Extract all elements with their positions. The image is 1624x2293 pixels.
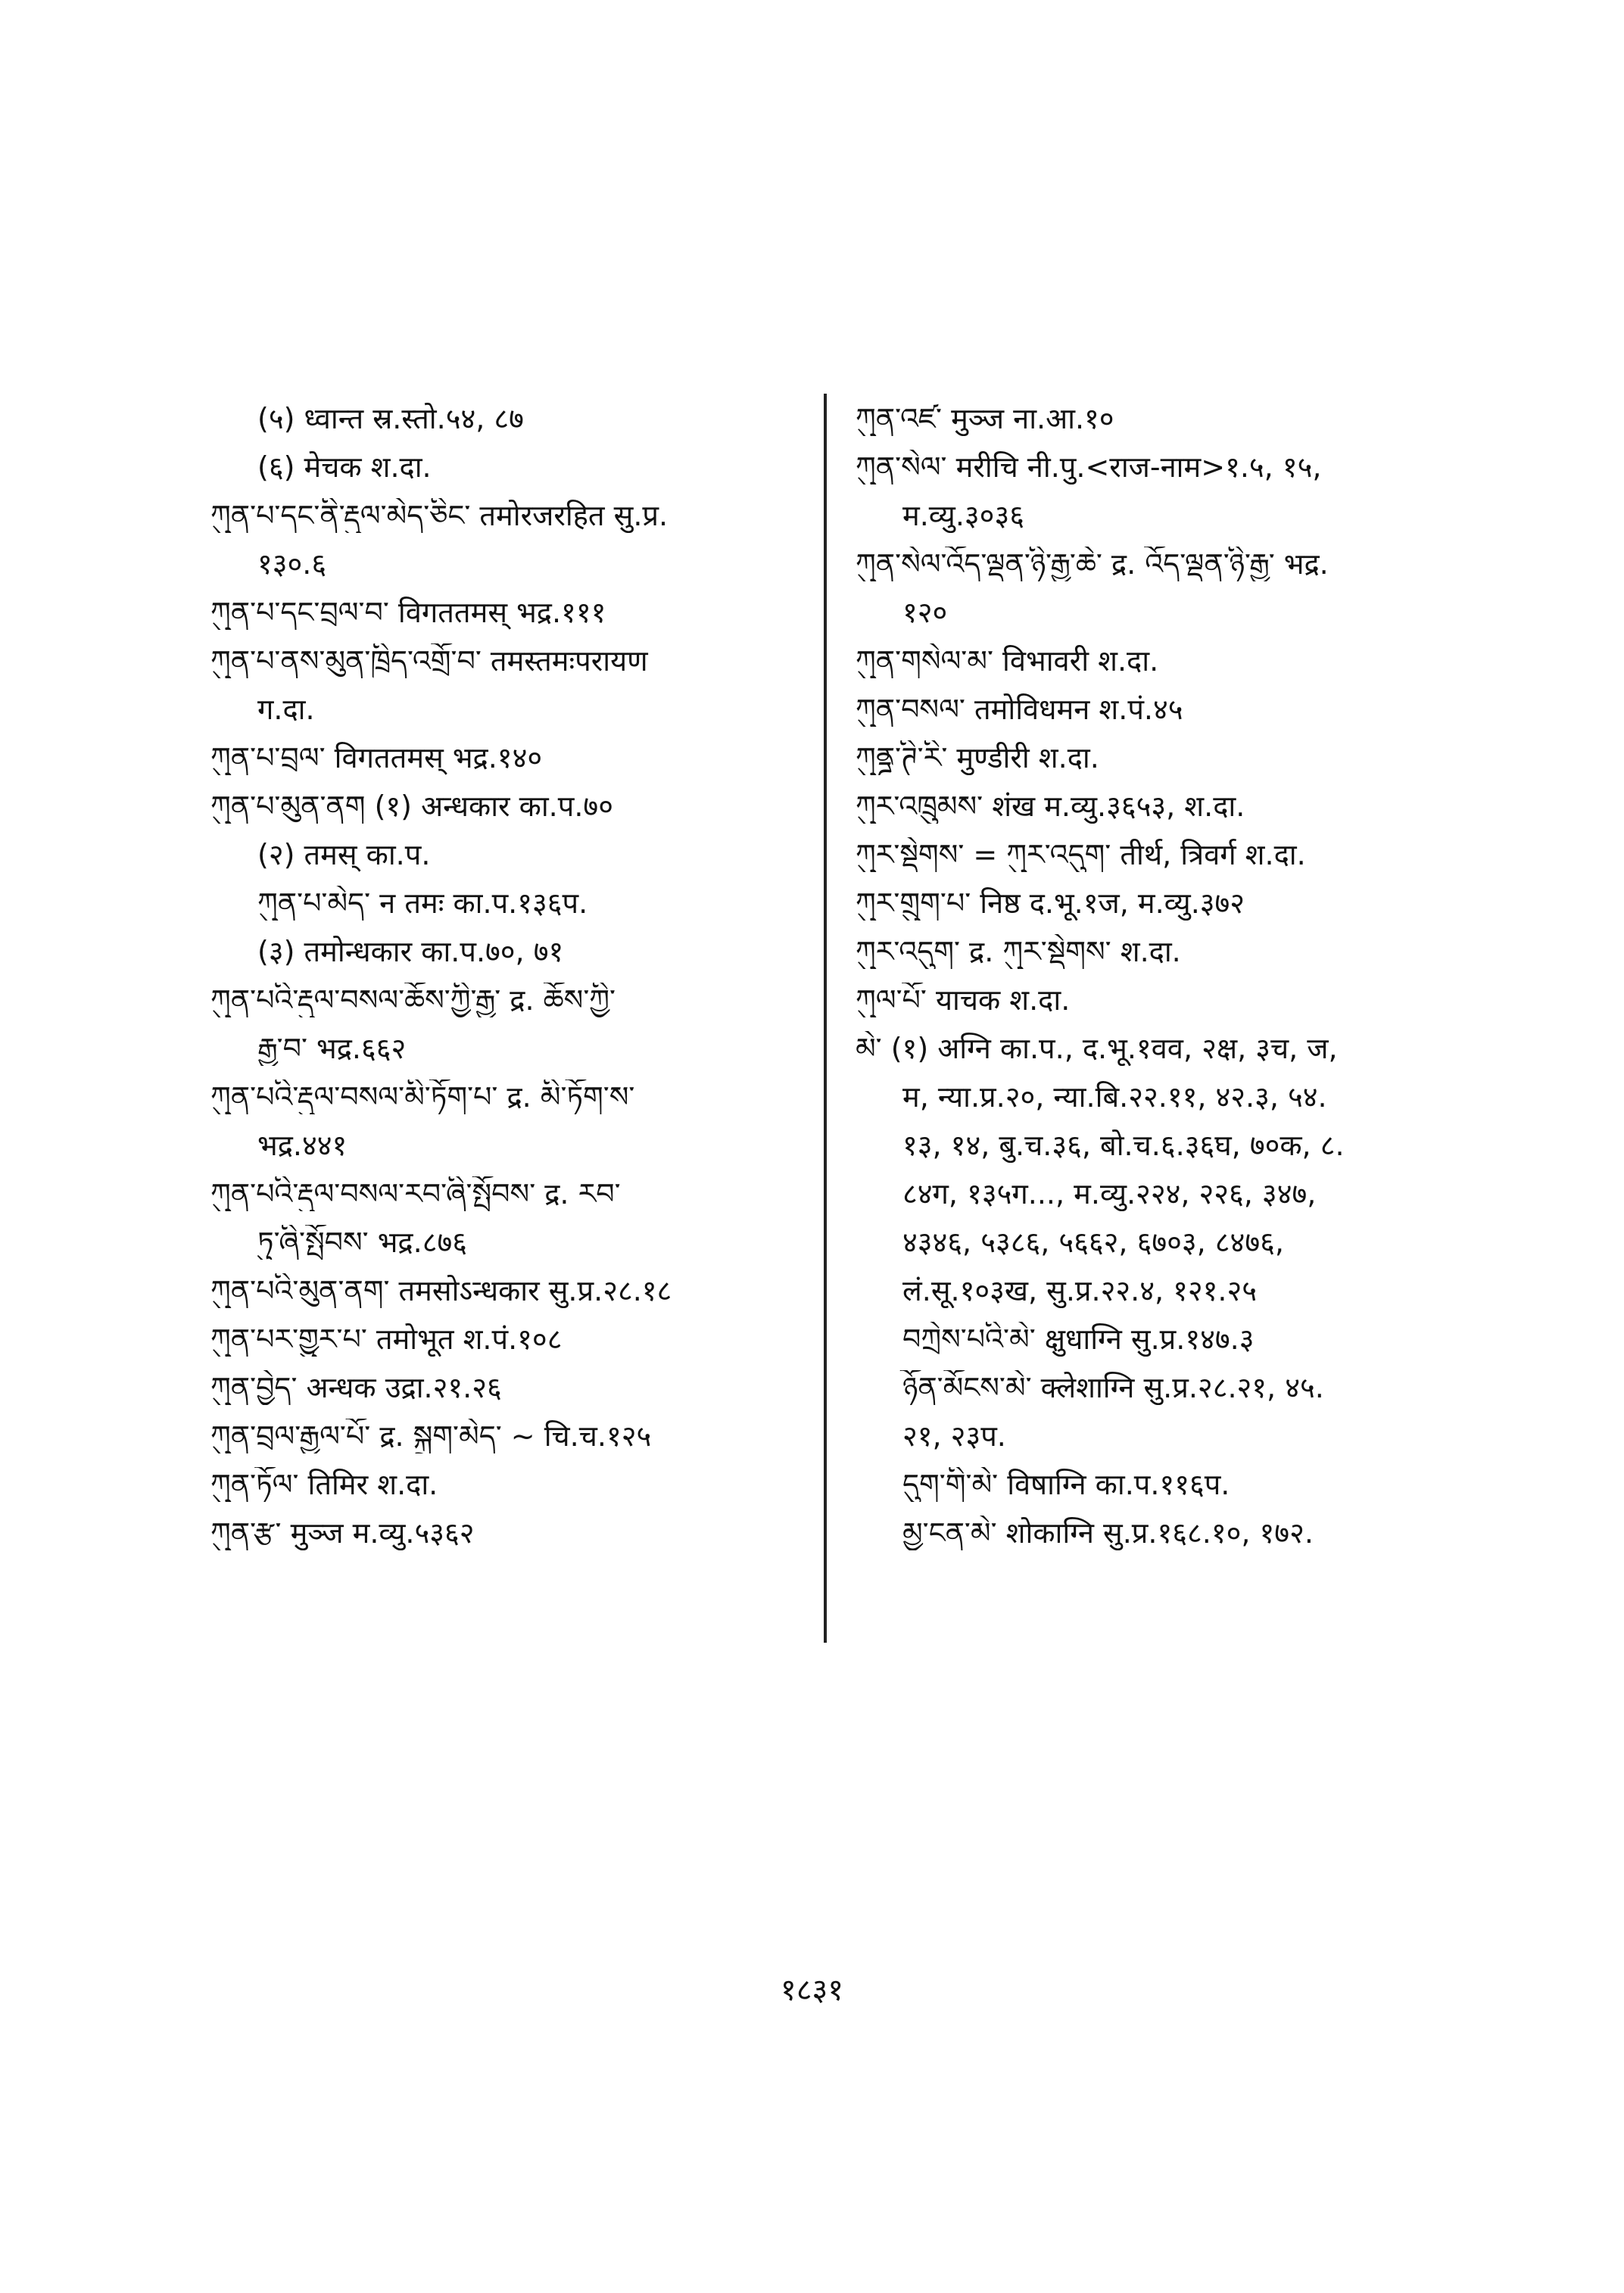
entry-line: ཀུན་པ་དང་ནི་རྡུལ་མེད་ཅིང་ तमोरजरहित सु.प्र. [210, 499, 669, 532]
entry-line: म, न्या.प्र.२०, न्या.बि.२२.११, ४२.३, ५४. [902, 1080, 1327, 1114]
entry-line: ཀུན་པའི་མུན་ནག་ तमसोऽन्धकार सु.प्र.२८.१८ [210, 1274, 672, 1307]
entry-line: ཀུར་གྲུག་པ་ निष्ठ द.भू.१ज, म.व्यु.३७२ [856, 886, 1245, 920]
entry-line: (५) ध्वान्त स्र.स्तो.५४, ८७ [257, 402, 524, 435]
page-number: १८३१ [780, 1973, 844, 2008]
entry-line: ཀུན་སེལ་ मरीचि नी.पु.<राज-नाम>१.५, १५, [856, 450, 1322, 484]
entry-line: ཀུར་སྡེགས་ = ཀུར་འདུག་ तीर्थ, त्रिवर्ग श.दा. [856, 838, 1306, 871]
entry-line: (३) तमोन्धकार का.प.७०, ७१ [257, 935, 564, 968]
entry-line: (६) मेचक श.दा. [257, 450, 432, 484]
entry-line: १३०.६ [257, 547, 327, 581]
entry-line: (२) तमस् का.प. [257, 838, 431, 871]
entry-line: ཀུར་འདུག་ द्र. ཀུར་སྡེགས་ श.दा. [856, 935, 1181, 968]
entry-line: རྒྱ་བ་ भद्र.६६२ [257, 1032, 407, 1065]
entry-line: ཀུན་པ་བྲལ་ विगततमस् भद्र.१४० [210, 741, 543, 774]
entry-line: བཀྲེས་པའི་མེ་ क्षुधाग्नि सु.प्र.१४७.३ [902, 1323, 1255, 1356]
entry-line: ཀུན་པ་མུན་ནག (१) अन्धकार का.प.७० [210, 790, 613, 823]
entry-line: लं.सू.१०३ख, सु.प्र.२२.४, १२१.२५ [902, 1274, 1257, 1307]
entry-line: ཀུན་པ་མེད་ न तमः का.प.१३६प. [257, 886, 588, 920]
entry-line: ཀུན་པ་དང་བྲལ་བ་ विगततमस् भद्र.१११ [210, 596, 606, 629]
entry-line: ८४ग, १३५ग..., म.व्यु.२२४, २२६, ३४७, [902, 1177, 1317, 1210]
entry-line: ཀུནྜ་ཊི་རི་ मुण्डीरी श.दा. [856, 741, 1099, 774]
entry-line: ཀུན་པའི་རྡུལ་བསལ་རབ་ཞི་སྤོབས་ द्र. རབ་ [210, 1177, 621, 1210]
left-column [210, 401, 809, 1564]
entry-line: ཀུན་ཏོལ་ तिमिर श.दा. [210, 1468, 438, 1501]
entry-line: ४३४६, ५३८६, ५६६२, ६७०३, ८४७६, [902, 1226, 1284, 1259]
entry-line: ཀུལ་པོ་ याचक श.दा. [856, 983, 1071, 1017]
entry-line: ཀུན་གསེལ་མ་ विभावरी श.दा. [856, 644, 1159, 678]
entry-line: ཀུན་པ་ནས་མུན་ཁྲིད་འགྲོ་བ་ तमस्तमःपरायण [210, 644, 648, 678]
entry-line: म.व्यु.३०३६ [902, 499, 1024, 532]
entry-line: ཏུ་ཞི་སྤོབས་ भद्र.८७६ [257, 1226, 467, 1259]
entry-line: ཀུན་པའི་རྡུལ་བསལ་མི་ཏོག་པ་ द्र. མི་ཏོག་ས་ [210, 1080, 635, 1114]
entry-line: ཀུན་འཛ་ मुञ्ज ना.आ.१० [856, 402, 1114, 435]
right-column [856, 401, 1454, 1564]
entry-line: १२० [902, 596, 948, 629]
entry-line: ཀུན་པའི་རྡུལ་བསལ་ཆོས་ཀྱི་རྒྱ་ द्र. ཆོས་ཀྱི་ [210, 983, 616, 1017]
entry-line: ग.दा. [257, 693, 315, 726]
entry-line: ཀུར་འཁྲུམས་ शंख म.व्यु.३६५३, श.दा. [856, 790, 1245, 823]
entry-line: ཀུན་སེལ་འོད་ལྡན་ཉི་རྒྱ་ཆེ་ द्र. འོད་ལྡན་ཉི་རྒྱ་ भद्र. [856, 547, 1329, 581]
entry-line: ཀུན་བྲལ་རྒྱལ་པོ་ द्र. སྐྲག་མེད་ ~ चि.च.१२५ [210, 1419, 652, 1453]
entry-line: १३, १४, बु.च.३६, बो.च.६.३६घ, ७०क, ८. [902, 1129, 1345, 1162]
entry-line: ཉོན་མོངས་མེ་ क्लेशाग्नि सु.प्र.२८.२१, ४५. [902, 1371, 1324, 1404]
entry-line: २१, २३प. [902, 1419, 1006, 1453]
column-divider [824, 394, 827, 1643]
entry-line: ཀུན་བྱེད་ अन्धक उद्रा.२१.२६ [210, 1371, 502, 1404]
entry-line: ཀུན་པར་གྱུར་པ་ तमोभूत श.पं.१०८ [210, 1323, 563, 1356]
entry-line: ཀུན་བསལ་ तमोविधमन श.पं.४५ [856, 693, 1183, 726]
entry-line: མེ་ (१) अग्नि का.प., द.भू.१वव, २क्ष, ३च, ज, [856, 1032, 1338, 1065]
entry-line: མྱ་ངན་མེ་ शोकाग्नि सु.प्र.१६८.१०, १७२. [902, 1516, 1314, 1550]
entry-line: भद्र.४४१ [257, 1129, 348, 1162]
entry-line: ཀུན་རྩ་ मुञ्ज म.व्यु.५३६२ [210, 1516, 475, 1550]
entry-line: དུག་གི་མེ་ विषाग्नि का.प.११६प. [902, 1468, 1230, 1501]
